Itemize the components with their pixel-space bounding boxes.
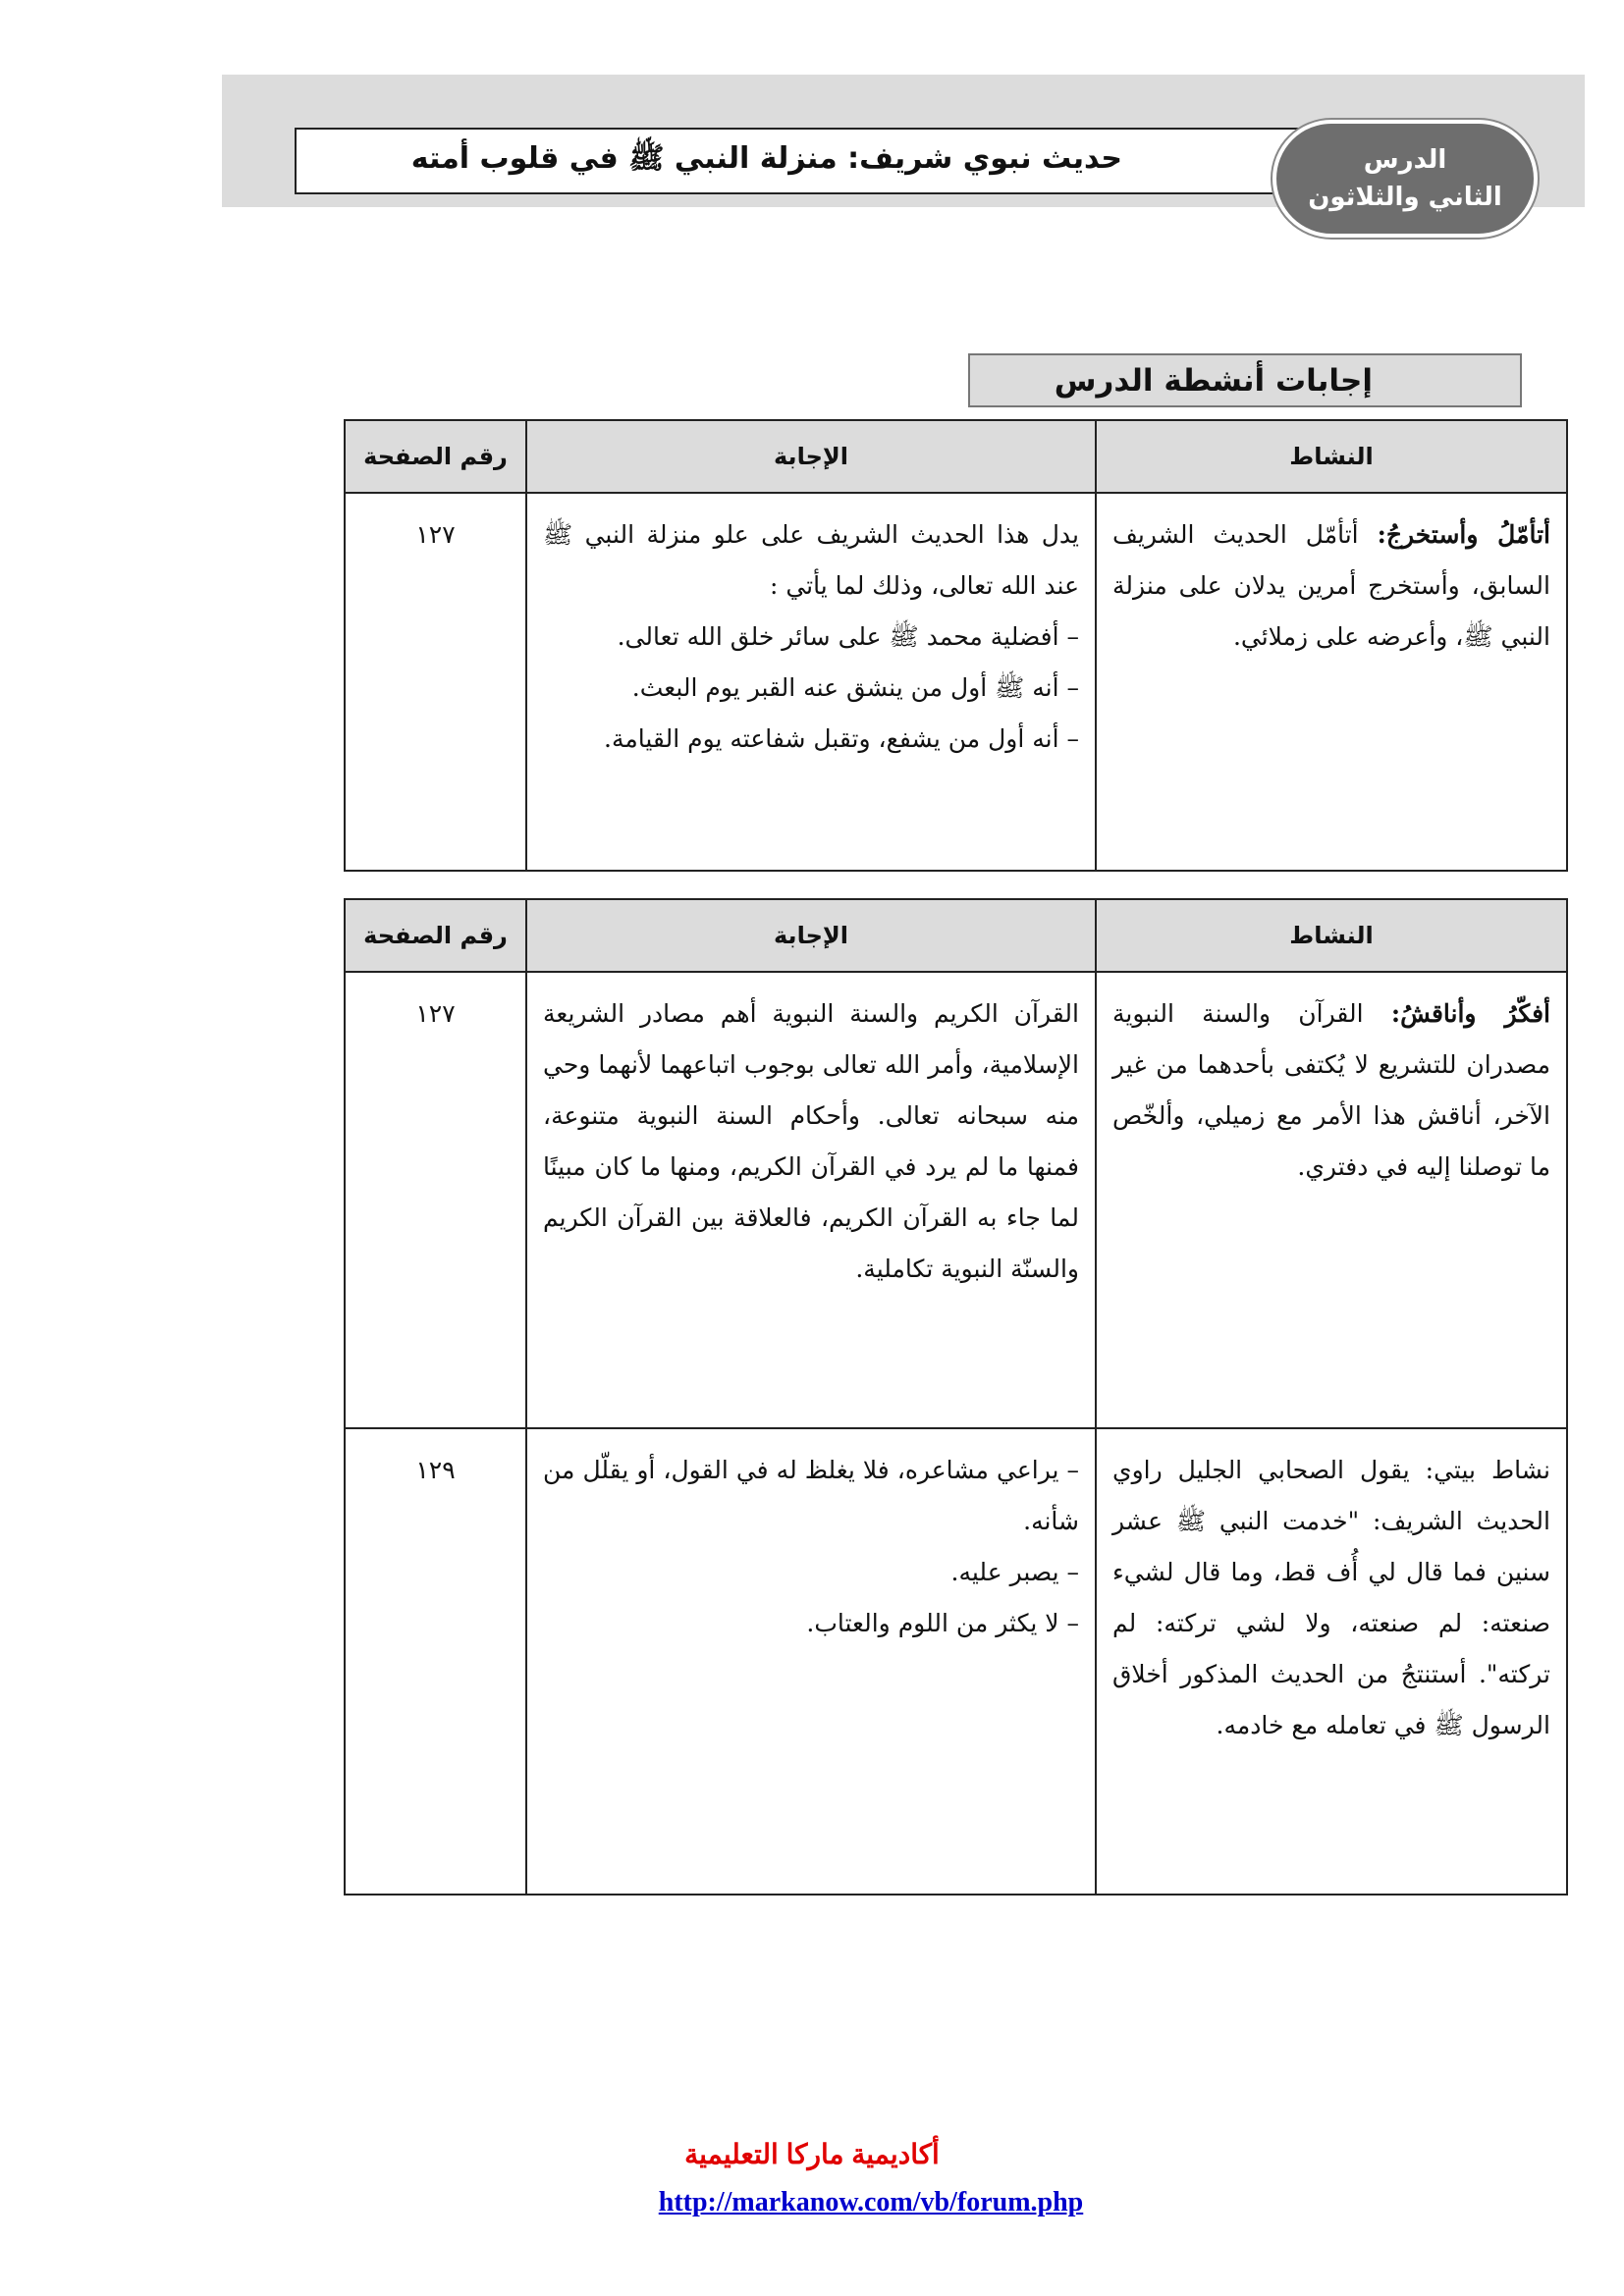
answer-cell (526, 972, 1096, 1428)
footer-forum-link[interactable]: http://markanow.com/vb/forum.php (658, 2187, 1084, 2217)
activity-cell (1096, 972, 1567, 1428)
activity-text: القرآن والسنة النبوية مصدران للتشريع لا يُكتفى بأحدهما من غير الآخر، أناقش هذا الأمر مع زميلي، وألخّص ما توصلنا إليه في دفتري. (1112, 999, 1550, 1181)
badge-line-2: الثاني والثلاثون (1308, 183, 1502, 212)
table-row (345, 493, 1567, 871)
activity-text: نشاط بيتي: يقول الصحابي الجليل راوي الحديث الشريف: "خدمت النبي ﷺ عشر سنين فما قال لي أُف قط، وما قال لشيء صنعته: لم صنعته، ولا لشي تركته: لم تركته". أستنتجُ من الحديث المذكور أخلاق الرسول ﷺ في تعامله مع خادمه. (1112, 1456, 1550, 1739)
table-header-row (345, 420, 1567, 493)
answer-line: – يصبر عليه. (950, 1558, 1079, 1586)
answer-cell (526, 493, 1096, 871)
footer-academy-name: أكاديمية ماركا التعليمية (684, 2139, 940, 2169)
activity-text: أتأمّل الحديث الشريف السابق، وأستخرج أمرين يدلان على منزلة النبي ﷺ، وأعرضه على زملائي. (1112, 520, 1550, 651)
answer-line: – أنه ﷺ أول من ينشق عنه القبر يوم البعث. (631, 673, 1079, 702)
column-header-answer: الإجابة (526, 899, 1096, 972)
lesson-title (295, 128, 1340, 194)
activity-lead: أفكّرُ وأناقشُ: (1390, 999, 1550, 1028)
section-heading-text: إجابات أنشطة الدرس (1054, 362, 1373, 399)
page-number-cell: ١٢٩ (345, 1428, 526, 1895)
lesson-number-badge (1272, 120, 1538, 238)
page-number-cell: ١٢٧ (345, 972, 526, 1428)
activity-table-1 (344, 419, 1568, 872)
column-header-answer: الإجابة (526, 420, 1096, 493)
page-number-cell: ١٢٧ (345, 493, 526, 871)
column-header-page: رقم الصفحة (345, 420, 526, 493)
lesson-title-text: حديث نبوي شريف: منزلة النبي ﷺ في قلوب أمته (410, 140, 1122, 176)
column-header-activity: النشاط (1096, 899, 1567, 972)
answer-line: – يراعي مشاعره، فلا يغلظ له في القول، أو يقلّل من شأنه. (543, 1456, 1079, 1535)
activity-lead: أتأمّلُ وأستخرجُ: (1377, 520, 1550, 549)
badge-line-1: الدرس (1363, 145, 1447, 175)
activity-cell (1096, 1428, 1567, 1895)
table-header-row (345, 899, 1567, 972)
column-header-page: رقم الصفحة (345, 899, 526, 972)
table-row (345, 1428, 1567, 1895)
column-header-activity: النشاط (1096, 420, 1567, 493)
answer-line: – لا يكثر من اللوم والعتاب. (806, 1609, 1079, 1637)
answer-line: يدل هذا الحديث الشريف على علو منزلة النبي ﷺ عند الله تعالى، وذلك لما يأتي : (543, 520, 1079, 600)
answer-line: القرآن الكريم والسنة النبوية أهم مصادر الشريعة الإسلامية، وأمر الله تعالى بوجوب اتباعهما لأنهما وحي منه سبحانه تعالى. وأحكام السنة النبوية متنوعة، فمنها ما لم يرد في القرآن الكريم، ومنها ما كان مبينًا لما جاء به القرآن الكريم، فالعلاقة بين القرآن الكريم والسنّة النبوية تكاملية. (543, 999, 1079, 1283)
answer-line: – أفضلية محمد ﷺ على سائر خلق الله تعالى. (617, 622, 1079, 651)
table-row (345, 972, 1567, 1428)
activity-table-2 (344, 898, 1568, 1896)
answer-line: – أنه أول من يشفع، وتقبل شفاعته يوم القيامة. (604, 724, 1079, 753)
activity-cell (1096, 493, 1567, 871)
section-heading (968, 353, 1522, 407)
answer-cell (526, 1428, 1096, 1895)
